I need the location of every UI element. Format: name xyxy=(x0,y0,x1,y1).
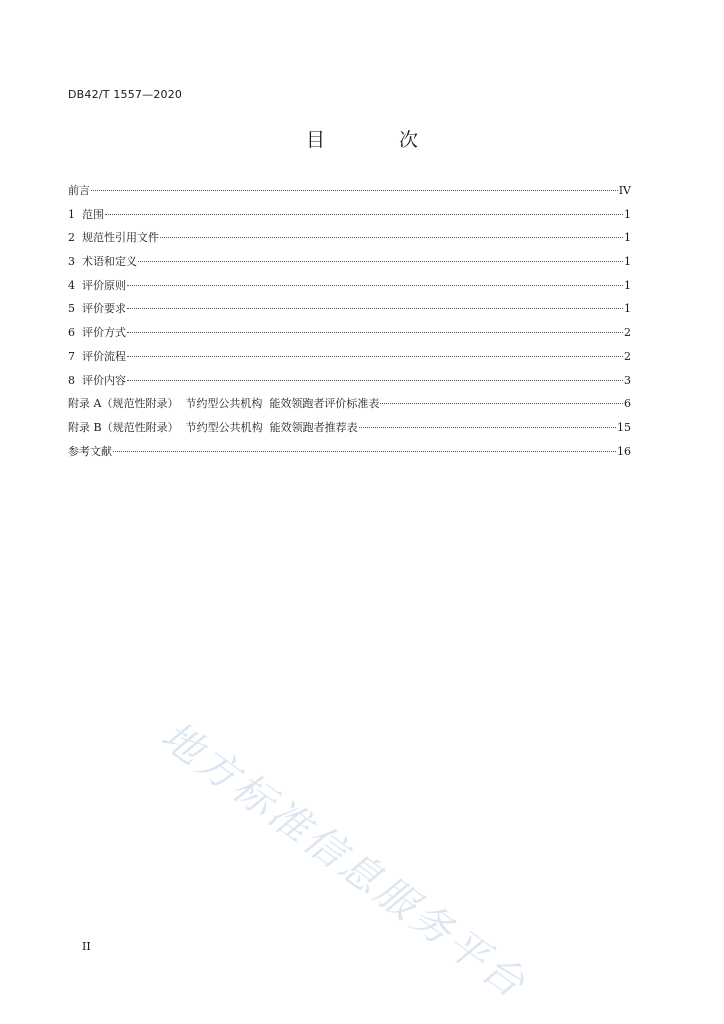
table-of-contents xyxy=(68,183,631,467)
toc-entry-page: 2 xyxy=(624,326,631,340)
toc-entry-page: IV xyxy=(618,184,631,197)
dot-leader xyxy=(127,308,623,309)
dot-leader xyxy=(127,285,623,286)
toc-entry-evaluation-content[interactable] xyxy=(68,373,631,397)
toc-entry-page: 2 xyxy=(624,349,631,363)
toc-entry-scope[interactable] xyxy=(68,207,631,231)
toc-entry-label: 7 评价流程 xyxy=(68,349,126,363)
toc-entry-page: 1 xyxy=(624,207,631,221)
document-code: DB42/T 1557—2020 xyxy=(68,88,183,101)
dot-leader xyxy=(138,261,623,262)
dot-leader xyxy=(105,214,623,215)
toc-entry-label: 8 评价内容 xyxy=(68,373,126,387)
dot-leader xyxy=(113,451,616,452)
page-number: II xyxy=(82,940,91,953)
toc-entry-label: 参考文献 xyxy=(68,444,112,458)
toc-entry-page: 15 xyxy=(617,420,631,434)
toc-entry-page: 16 xyxy=(617,444,631,458)
toc-entry-evaluation-methods[interactable] xyxy=(68,325,631,349)
dot-leader xyxy=(127,332,623,333)
toc-entry-label: 1 范围 xyxy=(68,207,104,221)
toc-entry-page: 1 xyxy=(624,278,631,292)
toc-entry-page: 1 xyxy=(624,255,631,269)
toc-entry-bibliography[interactable] xyxy=(68,444,631,468)
toc-entry-label: 3 术语和定义 xyxy=(68,255,137,269)
toc-entry-normative-references[interactable] xyxy=(68,230,631,254)
toc-entry-foreword[interactable] xyxy=(68,183,631,207)
dot-leader xyxy=(160,237,623,238)
toc-entry-page: 6 xyxy=(624,397,631,411)
toc-entry-evaluation-process[interactable] xyxy=(68,349,631,373)
dot-leader xyxy=(127,356,623,357)
toc-entry-label: 附录 A（规范性附录） 节约型公共机构 能效领跑者评价标准表 xyxy=(68,397,380,411)
toc-title: 目 次 xyxy=(305,129,453,151)
toc-entry-label: 2 规范性引用文件 xyxy=(68,231,159,245)
toc-entry-label: 6 评价方式 xyxy=(68,326,126,340)
toc-entry-terms-definitions[interactable] xyxy=(68,254,631,278)
dot-leader xyxy=(127,380,623,381)
toc-entry-label: 前言 xyxy=(68,184,90,197)
toc-entry-evaluation-principles[interactable] xyxy=(68,278,631,302)
toc-entry-appendix-b[interactable] xyxy=(68,420,631,444)
toc-entry-appendix-a[interactable] xyxy=(68,396,631,420)
toc-entry-page: 1 xyxy=(624,302,631,316)
toc-entry-label: 4 评价原则 xyxy=(68,278,126,292)
watermark: 地方标准信息服务平台 xyxy=(152,712,536,1009)
toc-entry-label: 附录 B（规范性附录） 节约型公共机构 能效领跑者推荐表 xyxy=(68,420,358,434)
toc-entry-page: 3 xyxy=(624,373,631,387)
dot-leader xyxy=(359,427,616,428)
toc-entry-evaluation-requirements[interactable] xyxy=(68,301,631,325)
toc-entry-label: 5 评价要求 xyxy=(68,302,126,316)
toc-entry-page: 1 xyxy=(624,231,631,245)
dot-leader xyxy=(91,190,618,191)
dot-leader xyxy=(380,403,623,404)
